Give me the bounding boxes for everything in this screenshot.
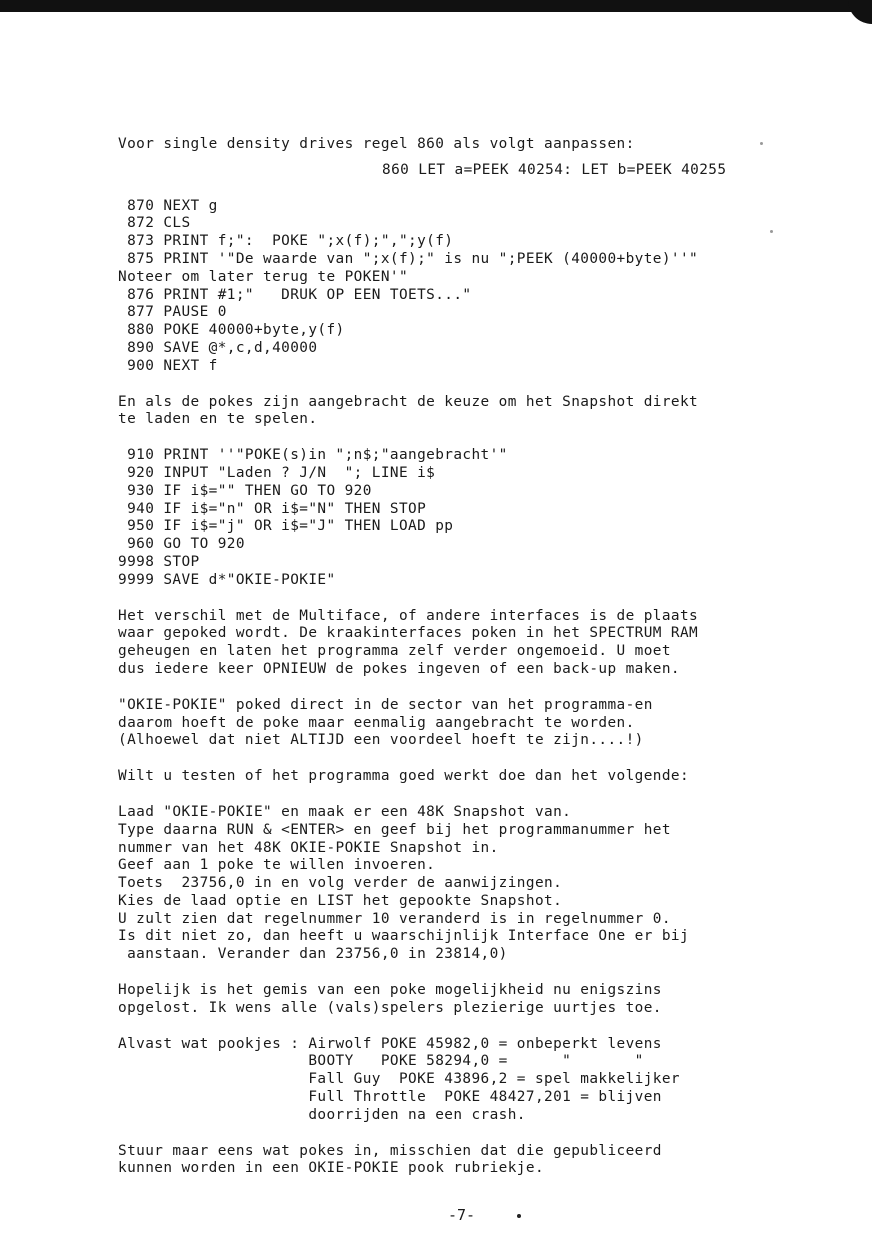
text-line: Het verschil met de Multiface, of andere interfaces is de plaats [118, 607, 699, 624]
text-line: Laad "OKIE-POKIE" en maak er een 48K Snapshot van. [118, 803, 572, 820]
text-line: Alvast wat pookjes : Airwolf POKE 45982,0 = onbeperkt levens [118, 1035, 662, 1052]
text-line: (Alhoewel dat niet ALTIJD een voordeel hoeft te zijn....!) [118, 732, 644, 749]
text-line: opgelost. Ik wens alle (vals)spelers plezierige uurtjes toe. [118, 999, 662, 1016]
text-line: dus iedere keer OPNIEUW de pokes ingeven of een back-up maken. [118, 660, 680, 677]
text-line: geheugen en laten het programma zelf verder ongemoeid. U moet [118, 643, 671, 660]
document-page [118, 136, 818, 1178]
code-line: 920 INPUT "Laden ? J/N "; LINE i$ [118, 464, 436, 481]
code-line: 950 IF i$="j" OR i$="J" THEN LOAD pp [118, 518, 454, 535]
text-line: kunnen worden in een OKIE-POKIE pook rubriekje. [118, 1160, 545, 1177]
paragraph-pokes-applied [118, 394, 818, 430]
intro-line: Voor single density drives regel 860 als volgt aanpassen: [118, 136, 635, 152]
text-line: En als de pokes zijn aangebracht de keuze om het Snapshot direkt [118, 393, 699, 410]
code-line: 940 IF i$="n" OR i$="N" THEN STOP [118, 500, 427, 517]
text-line: te laden en te spelen. [118, 411, 318, 428]
paragraph-okie-pokie [118, 697, 818, 750]
code-line: 9998 STOP [118, 553, 200, 570]
code-line: 930 IF i$="" THEN GO TO 920 [118, 482, 372, 499]
code-line: 870 NEXT g [118, 197, 218, 214]
text-line: Fall Guy POKE 43896,2 = spel makkelijker [118, 1071, 680, 1088]
text-line: Stuur maar eens wat pokes in, misschien dat die gepubliceerd [118, 1142, 662, 1159]
paragraph-test: Wilt u testen of het programma goed werkt doe dan het volgende: [118, 768, 690, 785]
code-line: 873 PRINT f;": POKE ";x(f);",";y(f) [118, 233, 454, 250]
code-block-2 [118, 447, 818, 589]
scan-speck [517, 1214, 521, 1218]
code-line: 877 PAUSE 0 [118, 304, 227, 321]
text-line: Hopelijk is het gemis van een poke mogelijkheid nu enigszins [118, 982, 662, 999]
code-block-1 [118, 198, 818, 376]
text-line: "OKIE-POKIE" poked direct in de sector van het programma-en [118, 696, 653, 713]
text-line: aanstaan. Verander dan 23756,0 in 23814,0) [118, 946, 508, 963]
code-line: 872 CLS [118, 215, 191, 232]
paragraph-closing [118, 982, 818, 1018]
scan-speck [760, 142, 763, 145]
code-line: 890 SAVE @*,c,d,40000 [118, 339, 318, 356]
scan-corner [848, 0, 872, 24]
scan-speck [770, 230, 773, 233]
text-line: Kies de laad optie en LIST het gepookte Snapshot. [118, 892, 563, 909]
text-line: BOOTY POKE 58294,0 = " " [118, 1053, 644, 1070]
code-line: 900 NEXT f [118, 357, 218, 374]
code-line: 875 PRINT '"De waarde van ";x(f);" is nu ";PEEK (40000+byte)''" [118, 250, 699, 267]
text-line: Full Throttle POKE 48427,201 = blijven [118, 1089, 662, 1106]
line-860: 860 LET a=PEEK 40254: LET b=PEEK 40255 [382, 161, 727, 178]
code-line: 880 POKE 40000+byte,y(f) [118, 322, 345, 339]
text-line: Toets 23756,0 in en volg verder de aanwijzingen. [118, 875, 563, 892]
code-line: 910 PRINT ''"POKE(s)in ";n$;"aangebracht'" [118, 447, 508, 464]
poke-list [118, 1036, 818, 1125]
text-line: nummer van het 48K OKIE-POKIE Snapshot in. [118, 839, 499, 856]
text-line: waar gepoked wordt. De kraakinterfaces poken in het SPECTRUM RAM [118, 625, 699, 642]
code-line: 960 GO TO 920 [118, 536, 245, 553]
text-line: Type daarna RUN & <ENTER> en geef bij het programmanummer het [118, 821, 671, 838]
paragraph-instructions [118, 804, 818, 964]
paragraph-multiface [118, 608, 818, 679]
code-line: 9999 SAVE d*"OKIE-POKIE" [118, 571, 336, 588]
text-line: Is dit niet zo, dan heeft u waarschijnlijk Interface One er bij [118, 928, 690, 945]
paragraph-submit [118, 1143, 818, 1179]
code-line: Noteer om later terug te POKEN'" [118, 268, 409, 285]
text-line: U zult zien dat regelnummer 10 veranderd is in regelnummer 0. [118, 910, 671, 927]
text-line: Geef aan 1 poke te willen invoeren. [118, 857, 436, 874]
code-line: 876 PRINT #1;" DRUK OP EEN TOETS..." [118, 286, 472, 303]
text-line: doorrijden na een crash. [118, 1106, 526, 1123]
scan-top-edge [0, 0, 872, 12]
text-line: daarom hoeft de poke maar eenmalig aangebracht te worden. [118, 714, 635, 731]
page-number: -7- [448, 1206, 476, 1224]
